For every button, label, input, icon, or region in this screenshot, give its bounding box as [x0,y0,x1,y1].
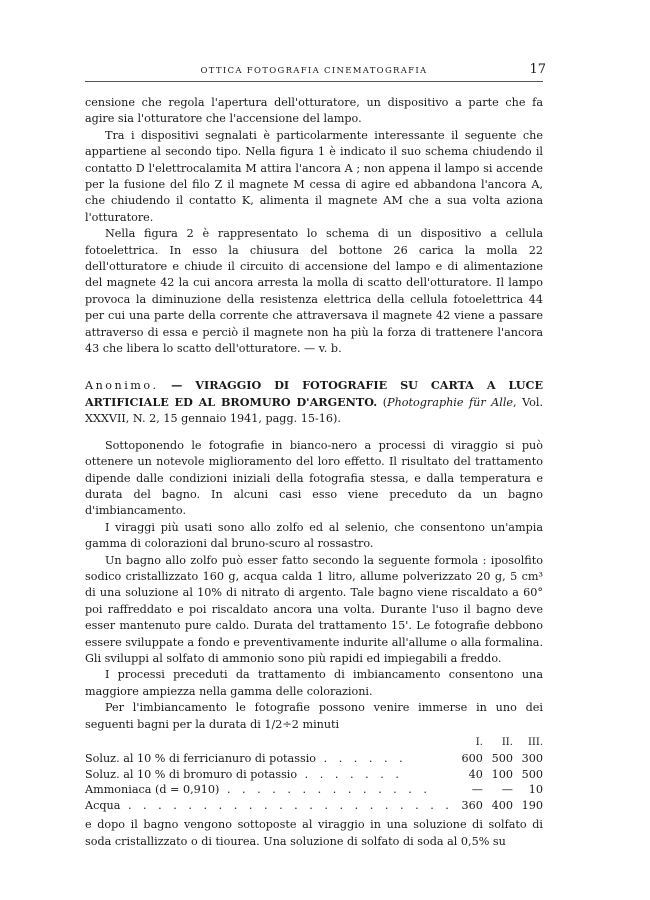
table-header-row [85,735,543,751]
page-body [85,95,543,850]
cell: 300 [521,752,543,766]
cell: — [471,783,483,797]
paragraph: Sottoponendo le fotografie in bianco-nero a processi di viraggio si può ottenere un notevole miglioramento del loro effetto. Il risultato del trattamento dipende dalle condizioni iniziali della fotografia stessa, e dalla temperatura e durata del bagno. In alcuni casi esso viene preceduto da un bagno d'imbiancamento. [85,438,543,518]
cell: 400 [491,798,513,812]
table-row: Soluz. al 10 % di ferricianuro di potassio . . . . . . 600 500 300 [85,752,543,766]
cell: 40 [468,767,483,781]
table-row: Soluz. al 10 % di bromuro di potassio . . . . . . . 40 100 500 [85,767,543,781]
paragraph: censione che regola l'apertura dell'otturatore, un dispositivo a parte che fa agire sia l'otturatore che l'accensione del lampo. [85,96,543,126]
article-reference: Vol. XXXVII, N. 2, 15 gennaio 1941, pagg. 15-16). [85,395,543,426]
cell: 500 [521,767,543,781]
cell: 100 [491,767,513,781]
paragraph: Nella figura 2 è rappresentato lo schema di un dispositivo a cellula fotoelettrica. In esso la chiusura del bottone 26 carica la molla 22 dell'otturatore e chiude il circuito di accensione del lampo e di alimentazione del magnete 42 la cui ancora arresta la molla di scatto dell'otturatore. Il lampo provoca la diminuzione della resistenza elettrica della cellula fotoelettrica 44 per cui una parte della corrente che attraversava il magnete 42 viene a passare attraverso di essa e perciò il magnete non ha più la forza di trattenere l'ancora 43 che libera lo scatto dell'otturatore. — v. b. [85,227,543,356]
cell: 600 [461,752,483,766]
cell: 10 [528,783,543,797]
recipe-table [85,735,543,813]
paragraph: Per l'imbiancamento le fotografie possono venire immerse in uno dei seguenti bagni per la durata di 1/2÷2 minuti [85,701,543,731]
running-header [85,62,546,80]
article-title: — VIRAGGIO DI FOTOGRAFIE SU CARTA A LUCE ARTIFICIALE ED AL BROMURO D'ARGENTO. [85,377,543,409]
article-author: Anonimo. [85,378,159,392]
running-title: OTTICA FOTOGRAFIA CINEMATOGRAFIA [200,66,428,76]
paragraph: I processi preceduti da trattamento di imbiancamento consentono una maggiore ampiezza nella gamma delle colorazioni. [85,668,543,698]
column-header: III. [527,737,543,749]
article-heading: Anonimo. — VIRAGGIO DI FOTOGRAFIE SU CARTA A LUCE ARTIFICIALE ED AL BROMURO D'ARGENTO. (Photographie für Alle, Vol. XXXVII, N. 2, 15 gennaio 1941, pagg. 15-16). [85,377,543,426]
table-row: Acqua . . . . . . . . . . . . . . . . . . . . . . 360 400 190 [85,798,543,812]
row-label: Soluz. al 10 % di ferricianuro di potassio [85,752,317,766]
paragraph: Un bagno allo zolfo può esser fatto secondo la seguente formola : iposolfito sodico cristallizzato 160 g, acqua calda 1 litro, allume polverizzato 20 g, 5 cm³ di una soluzione al 10% di nitrato di argento. Tale bagno viene riscaldato a 60° poi raffreddato e poi riscaldato ancora una volta. Durante l'uso il bagno deve esser mantenuto pure caldo. Durata del trattamento 15'. Le fotografie debbono essere sviluppate a fondo e preventivamente indurite all'allume o alla formalina. Gli sviluppi al solfato di ammonio sono più rapidi ed impiegabili a freddo. [85,553,543,665]
cell: 360 [461,798,483,812]
article-publication: Photographie für Alle [387,395,514,409]
column-header: II. [501,737,513,749]
row-label: Ammoniaca (d = 0,910) [85,783,220,797]
row-label: Soluz. al 10 % di bromuro di potassio [85,767,298,781]
page-number: 17 [529,62,546,77]
paragraph: Tra i dispositivi segnalati è particolarmente interessante il seguente che appartiene al secondo tipo. Nella figura 1 è indicato il suo schema chiudendo il contatto D l'elettrocalamita M attira l'ancora A ; non appena il lampo si accende per la fusione del filo Z il magnete M cessa di agire ed abbandona l'ancora A, che chiudendo il contatto K, alimenta il magnete AM che a sua volta aziona l'otturatore. [85,128,543,224]
cell: 500 [491,752,513,766]
section-gap [85,428,543,438]
cell: — [501,783,513,797]
section-gap [85,358,543,377]
paragraph: e dopo il bagno vengono sottoposte al viraggio in una soluzione di solfato di soda cristallizzato o di tiourea. Una soluzione di solfato di soda al 0,5% su [85,818,543,848]
table-row: Ammoniaca (d = 0,910) . . . . . . . . . . . . . . — — 10 [85,783,543,797]
row-label: Acqua [85,798,121,812]
page [85,62,546,850]
column-header: I. [475,737,483,749]
header-rule [85,81,543,82]
paragraph: I viraggi più usati sono allo zolfo ed al selenio, che consentono un'ampia gamma di colorazioni dal bruno-scuro al rossastro. [85,520,543,551]
cell: 190 [521,798,543,812]
